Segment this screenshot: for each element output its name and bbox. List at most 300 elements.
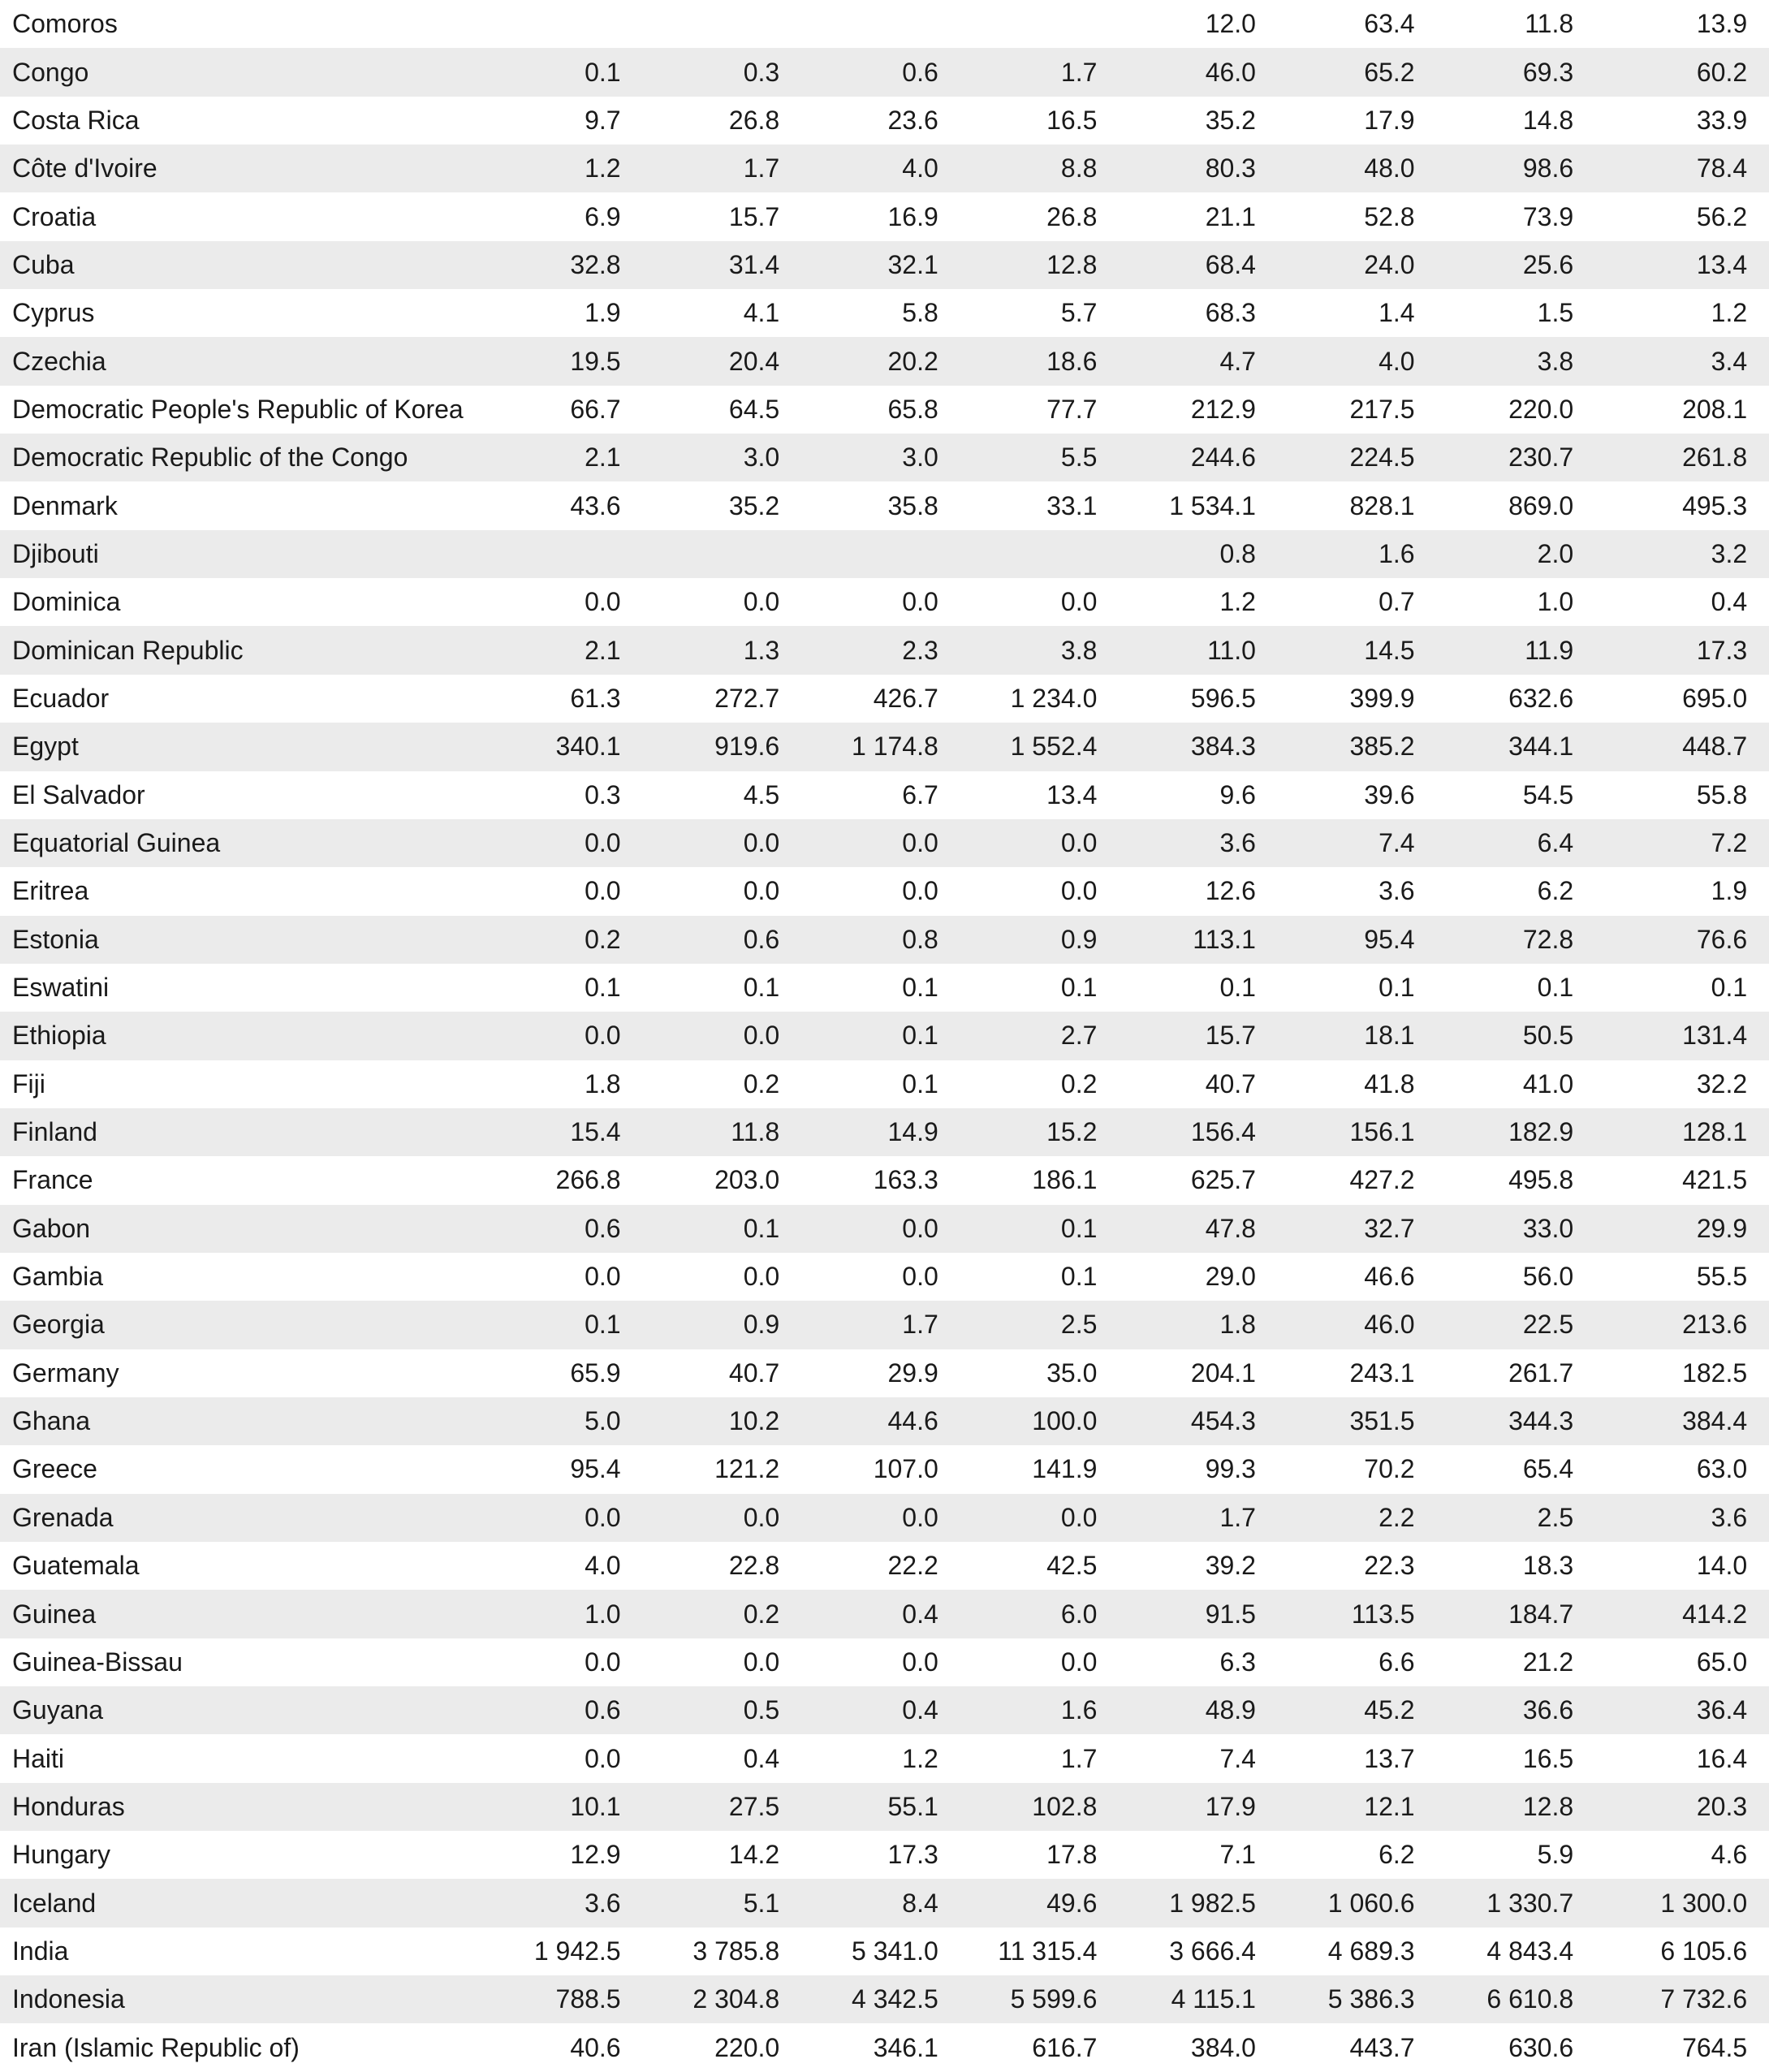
value-cell: 1 300.0 xyxy=(1660,1888,1748,1918)
table-row xyxy=(0,386,1769,434)
value-cell: 344.3 xyxy=(1508,1406,1574,1436)
table-row xyxy=(0,145,1769,192)
country-name-cell: Egypt xyxy=(12,732,79,762)
value-cell: 17.3 xyxy=(887,1840,938,1870)
value-cell: 12.1 xyxy=(1364,1791,1415,1821)
value-cell: 70.2 xyxy=(1364,1454,1415,1484)
value-cell: 7.1 xyxy=(1219,1840,1256,1870)
value-cell: 35.8 xyxy=(887,490,938,520)
country-name-cell: Gambia xyxy=(12,1262,104,1292)
table-row xyxy=(0,723,1769,771)
value-cell: 204.1 xyxy=(1190,1358,1256,1388)
value-cell: 141.9 xyxy=(1032,1454,1098,1484)
table-row xyxy=(0,434,1769,481)
value-cell: 20.4 xyxy=(728,346,780,376)
value-cell: 5.7 xyxy=(1060,298,1098,328)
value-cell: 36.6 xyxy=(1522,1695,1574,1725)
value-cell: 20.3 xyxy=(1696,1791,1748,1821)
value-cell: 1 060.6 xyxy=(1327,1888,1415,1918)
value-cell: 13.9 xyxy=(1696,9,1748,39)
value-cell: 5.9 xyxy=(1537,1840,1574,1870)
value-cell: 121.2 xyxy=(714,1454,780,1484)
value-cell: 2.5 xyxy=(1060,1310,1098,1340)
country-name-cell: Ghana xyxy=(12,1406,91,1436)
value-cell: 7.2 xyxy=(1711,828,1748,858)
value-cell: 0.0 xyxy=(585,1021,621,1051)
value-cell: 0.0 xyxy=(743,876,780,906)
value-cell: 0.0 xyxy=(743,828,780,858)
value-cell: 95.4 xyxy=(1364,924,1415,954)
value-cell xyxy=(805,530,964,578)
value-cell: 80.3 xyxy=(1205,153,1256,183)
table-row xyxy=(0,1012,1769,1060)
value-cell: 0.1 xyxy=(585,973,621,1003)
value-cell: 186.1 xyxy=(1032,1165,1098,1195)
value-cell: 1.7 xyxy=(743,153,780,183)
value-cell: 131.4 xyxy=(1682,1021,1748,1051)
value-cell: 16.5 xyxy=(1522,1743,1574,1773)
value-cell: 48.0 xyxy=(1364,153,1415,183)
value-cell: 41.0 xyxy=(1522,1068,1574,1099)
value-cell: 0.6 xyxy=(902,57,938,87)
table-row xyxy=(0,481,1769,529)
value-cell: 10.2 xyxy=(728,1406,780,1436)
value-cell xyxy=(487,0,646,48)
table-row xyxy=(0,1494,1769,1542)
table-row xyxy=(0,1253,1769,1301)
value-cell: 344.1 xyxy=(1508,732,1574,762)
table-row xyxy=(0,1349,1769,1397)
value-cell: 0.1 xyxy=(1219,973,1256,1003)
value-cell: 0.1 xyxy=(902,973,938,1003)
value-cell: 3.0 xyxy=(743,442,780,473)
country-name-cell: Cyprus xyxy=(12,298,95,328)
table-row xyxy=(0,964,1769,1012)
value-cell: 0.7 xyxy=(1379,587,1415,617)
value-cell: 1.8 xyxy=(585,1068,621,1099)
value-cell: 182.5 xyxy=(1682,1358,1748,1388)
value-cell: 0.0 xyxy=(743,1021,780,1051)
value-cell: 100.0 xyxy=(1032,1406,1098,1436)
value-cell: 427.2 xyxy=(1349,1165,1415,1195)
value-cell: 0.1 xyxy=(585,57,621,87)
value-cell: 1.3 xyxy=(743,635,780,665)
country-name-cell: Haiti xyxy=(12,1743,65,1773)
value-cell: 203.0 xyxy=(714,1165,780,1195)
value-cell: 65.0 xyxy=(1696,1647,1748,1677)
value-cell: 0.0 xyxy=(1060,1502,1098,1532)
value-cell: 0.4 xyxy=(1711,587,1748,617)
value-cell: 244.6 xyxy=(1190,442,1256,473)
value-cell: 1.2 xyxy=(1219,587,1256,617)
value-cell: 495.3 xyxy=(1682,490,1748,520)
value-cell: 0.0 xyxy=(902,828,938,858)
value-cell: 1.0 xyxy=(585,1599,621,1629)
value-cell xyxy=(646,530,805,578)
value-cell: 384.4 xyxy=(1682,1406,1748,1436)
value-cell: 448.7 xyxy=(1682,732,1748,762)
value-cell: 212.9 xyxy=(1190,394,1256,424)
value-cell: 2.1 xyxy=(585,635,621,665)
value-cell: 0.3 xyxy=(743,57,780,87)
value-cell: 7.4 xyxy=(1379,828,1415,858)
value-cell: 29.9 xyxy=(1696,1213,1748,1243)
value-cell: 0.0 xyxy=(743,587,780,617)
value-cell: 31.4 xyxy=(728,249,780,279)
value-cell: 6.2 xyxy=(1379,1840,1415,1870)
value-cell: 17.3 xyxy=(1696,635,1748,665)
value-cell: 243.1 xyxy=(1349,1358,1415,1388)
value-cell: 35.0 xyxy=(1046,1358,1098,1388)
value-cell: 55.1 xyxy=(887,1791,938,1821)
table-row xyxy=(0,1638,1769,1686)
value-cell: 0.1 xyxy=(1060,1213,1098,1243)
value-cell: 4 115.1 xyxy=(1171,1984,1256,2014)
value-cell: 5.1 xyxy=(743,1888,780,1918)
value-cell: 4.1 xyxy=(743,298,780,328)
value-cell: 1 234.0 xyxy=(1010,683,1098,713)
value-cell: 33.0 xyxy=(1522,1213,1574,1243)
value-cell: 0.6 xyxy=(585,1213,621,1243)
value-cell: 0.0 xyxy=(902,1647,938,1677)
value-cell: 0.0 xyxy=(743,1262,780,1292)
value-cell: 919.6 xyxy=(714,732,780,762)
value-cell: 33.1 xyxy=(1046,490,1098,520)
table-row xyxy=(0,1879,1769,1927)
value-cell: 14.8 xyxy=(1522,105,1574,135)
value-cell: 14.2 xyxy=(728,1840,780,1870)
value-cell: 56.0 xyxy=(1522,1262,1574,1292)
value-cell: 385.2 xyxy=(1349,732,1415,762)
value-cell: 26.8 xyxy=(728,105,780,135)
country-name-cell: Honduras xyxy=(12,1791,125,1821)
country-name-cell: Guinea-Bissau xyxy=(12,1647,183,1677)
table-row xyxy=(0,1397,1769,1445)
value-cell: 0.4 xyxy=(902,1599,938,1629)
country-name-cell: Denmark xyxy=(12,490,118,520)
value-cell: 695.0 xyxy=(1682,683,1748,713)
value-cell: 0.9 xyxy=(743,1310,780,1340)
value-cell: 1.8 xyxy=(1219,1310,1256,1340)
table-row xyxy=(0,192,1769,240)
value-cell: 22.8 xyxy=(728,1551,780,1581)
value-cell: 77.7 xyxy=(1046,394,1098,424)
value-cell: 1.7 xyxy=(902,1310,938,1340)
value-cell: 0.8 xyxy=(1219,538,1256,568)
value-cell: 35.2 xyxy=(1205,105,1256,135)
value-cell: 17.8 xyxy=(1046,1840,1098,1870)
value-cell: 95.4 xyxy=(570,1454,621,1484)
value-cell: 1.7 xyxy=(1060,1743,1098,1773)
value-cell: 25.6 xyxy=(1522,249,1574,279)
value-cell: 6.9 xyxy=(585,201,621,231)
value-cell: 2.5 xyxy=(1537,1502,1574,1532)
table-row xyxy=(0,1783,1769,1831)
table-row xyxy=(0,48,1769,96)
value-cell: 6.3 xyxy=(1219,1647,1256,1677)
value-cell: 6.7 xyxy=(902,779,938,809)
value-cell: 22.2 xyxy=(887,1551,938,1581)
value-cell: 1 942.5 xyxy=(533,1936,621,1966)
table-row xyxy=(0,916,1769,964)
value-cell: 1 982.5 xyxy=(1169,1888,1256,1918)
value-cell: 6.4 xyxy=(1537,828,1574,858)
value-cell: 39.6 xyxy=(1364,779,1415,809)
value-cell: 107.0 xyxy=(873,1454,938,1484)
value-cell: 18.3 xyxy=(1522,1551,1574,1581)
value-cell: 46.0 xyxy=(1364,1310,1415,1340)
table-row xyxy=(0,1831,1769,1879)
value-cell: 5.8 xyxy=(902,298,938,328)
table-row xyxy=(0,1975,1769,2023)
table-row xyxy=(0,0,1769,48)
value-cell: 4.6 xyxy=(1711,1840,1748,1870)
value-cell: 22.3 xyxy=(1364,1551,1415,1581)
value-cell: 220.0 xyxy=(714,2032,780,2062)
value-cell: 13.4 xyxy=(1046,779,1098,809)
value-cell: 15.7 xyxy=(728,201,780,231)
value-cell: 1.7 xyxy=(1060,57,1098,87)
value-cell: 5 386.3 xyxy=(1327,1984,1415,2014)
table-row xyxy=(0,2023,1769,2071)
table-row xyxy=(0,1686,1769,1734)
value-cell: 0.0 xyxy=(902,1262,938,1292)
value-cell: 14.9 xyxy=(887,1117,938,1147)
value-cell: 3 666.4 xyxy=(1169,1936,1256,1966)
value-cell xyxy=(805,0,964,48)
value-cell: 0.2 xyxy=(743,1068,780,1099)
value-cell: 60.2 xyxy=(1696,57,1748,87)
country-name-cell: Guyana xyxy=(12,1695,104,1725)
value-cell: 6.6 xyxy=(1379,1647,1415,1677)
value-cell: 0.0 xyxy=(902,1502,938,1532)
value-cell: 0.1 xyxy=(1060,1262,1098,1292)
value-cell: 17.9 xyxy=(1205,1791,1256,1821)
table-row xyxy=(0,1205,1769,1253)
value-cell: 0.5 xyxy=(743,1695,780,1725)
value-cell: 5.0 xyxy=(585,1406,621,1436)
value-cell: 16.9 xyxy=(887,201,938,231)
country-name-cell: Costa Rica xyxy=(12,105,140,135)
value-cell: 56.2 xyxy=(1696,201,1748,231)
country-name-cell: Hungary xyxy=(12,1840,110,1870)
value-cell: 55.5 xyxy=(1696,1262,1748,1292)
table-row xyxy=(0,1156,1769,1204)
table-row xyxy=(0,1734,1769,1782)
table-row xyxy=(0,1108,1769,1156)
value-cell: 0.4 xyxy=(743,1743,780,1773)
value-cell: 50.5 xyxy=(1522,1021,1574,1051)
value-cell: 36.4 xyxy=(1696,1695,1748,1725)
value-cell: 0.0 xyxy=(902,1213,938,1243)
value-cell: 272.7 xyxy=(714,683,780,713)
value-cell: 3.8 xyxy=(1537,346,1574,376)
value-cell: 69.3 xyxy=(1522,57,1574,87)
value-cell: 42.5 xyxy=(1046,1551,1098,1581)
value-cell: 1.7 xyxy=(1219,1502,1256,1532)
value-cell: 65.9 xyxy=(570,1358,621,1388)
country-name-cell: Eritrea xyxy=(12,876,89,906)
value-cell: 0.0 xyxy=(585,1743,621,1773)
value-cell: 40.7 xyxy=(728,1358,780,1388)
country-name-cell: Greece xyxy=(12,1454,97,1484)
value-cell: 266.8 xyxy=(555,1165,621,1195)
value-cell: 217.5 xyxy=(1349,394,1415,424)
value-cell xyxy=(646,0,805,48)
country-name-cell: India xyxy=(12,1936,69,1966)
value-cell: 48.9 xyxy=(1205,1695,1256,1725)
value-cell: 0.4 xyxy=(902,1695,938,1725)
value-cell: 828.1 xyxy=(1349,490,1415,520)
value-cell: 0.1 xyxy=(902,1021,938,1051)
value-cell: 3.8 xyxy=(1060,635,1098,665)
value-cell: 14.0 xyxy=(1696,1551,1748,1581)
country-name-cell: Guatemala xyxy=(12,1551,140,1581)
value-cell: 869.0 xyxy=(1508,490,1574,520)
value-cell: 32.1 xyxy=(887,249,938,279)
table-row xyxy=(0,1445,1769,1493)
value-cell: 12.8 xyxy=(1522,1791,1574,1821)
value-cell: 128.1 xyxy=(1682,1117,1748,1147)
value-cell: 1.2 xyxy=(585,153,621,183)
value-cell: 220.0 xyxy=(1508,394,1574,424)
value-cell: 15.2 xyxy=(1046,1117,1098,1147)
value-cell: 5 341.0 xyxy=(852,1936,938,1966)
table-row xyxy=(0,1060,1769,1108)
value-cell: 0.0 xyxy=(585,876,621,906)
country-name-cell: Indonesia xyxy=(12,1984,125,2014)
value-cell: 0.8 xyxy=(902,924,938,954)
value-cell: 630.6 xyxy=(1508,2032,1574,2062)
country-name-cell: Grenada xyxy=(12,1502,114,1532)
value-cell: 29.9 xyxy=(887,1358,938,1388)
country-name-cell: Congo xyxy=(12,57,89,87)
value-cell: 61.3 xyxy=(570,683,621,713)
value-cell: 0.0 xyxy=(585,1647,621,1677)
value-cell: 1 174.8 xyxy=(852,732,938,762)
value-cell: 384.0 xyxy=(1190,2032,1256,2062)
value-cell: 1 330.7 xyxy=(1486,1888,1574,1918)
country-name-cell: Cuba xyxy=(12,249,75,279)
value-cell: 12.6 xyxy=(1205,876,1256,906)
value-cell: 3.6 xyxy=(1379,876,1415,906)
value-cell: 0.1 xyxy=(585,1310,621,1340)
value-cell: 49.6 xyxy=(1046,1888,1098,1918)
country-name-cell: Côte d'Ivoire xyxy=(12,153,157,183)
value-cell: 17.9 xyxy=(1364,105,1415,135)
value-cell: 163.3 xyxy=(873,1165,938,1195)
value-cell: 6 105.6 xyxy=(1660,1936,1748,1966)
value-cell: 7 732.6 xyxy=(1660,1984,1748,2014)
value-cell: 2.7 xyxy=(1060,1021,1098,1051)
value-cell: 0.0 xyxy=(1060,828,1098,858)
value-cell: 91.5 xyxy=(1205,1599,1256,1629)
value-cell: 26.8 xyxy=(1046,201,1098,231)
value-cell: 65.4 xyxy=(1522,1454,1574,1484)
value-cell: 443.7 xyxy=(1349,2032,1415,2062)
value-cell: 4.0 xyxy=(585,1551,621,1581)
value-cell: 5 599.6 xyxy=(1010,1984,1098,2014)
value-cell: 52.8 xyxy=(1364,201,1415,231)
value-cell: 15.7 xyxy=(1205,1021,1256,1051)
value-cell: 18.6 xyxy=(1046,346,1098,376)
value-cell: 384.3 xyxy=(1190,732,1256,762)
value-cell: 1.9 xyxy=(1711,876,1748,906)
value-cell: 0.1 xyxy=(902,1068,938,1099)
value-cell: 0.0 xyxy=(1060,1647,1098,1677)
country-name-cell: Czechia xyxy=(12,346,106,376)
country-name-cell: Germany xyxy=(12,1358,119,1388)
value-cell: 16.4 xyxy=(1696,1743,1748,1773)
value-cell: 46.6 xyxy=(1364,1262,1415,1292)
value-cell: 0.6 xyxy=(743,924,780,954)
value-cell: 0.0 xyxy=(1060,587,1098,617)
value-cell: 46.0 xyxy=(1205,57,1256,87)
value-cell: 11.9 xyxy=(1525,635,1574,665)
value-cell: 0.0 xyxy=(585,828,621,858)
value-cell: 0.0 xyxy=(902,876,938,906)
value-cell: 1.5 xyxy=(1537,298,1574,328)
value-cell: 64.5 xyxy=(728,394,780,424)
value-cell: 8.4 xyxy=(902,1888,938,1918)
value-cell: 351.5 xyxy=(1349,1406,1415,1436)
value-cell: 32.7 xyxy=(1364,1213,1415,1243)
value-cell: 0.0 xyxy=(902,587,938,617)
value-cell xyxy=(964,0,1123,48)
value-cell: 43.6 xyxy=(570,490,621,520)
value-cell: 625.7 xyxy=(1190,1165,1256,1195)
value-cell: 5.5 xyxy=(1060,442,1098,473)
value-cell: 33.9 xyxy=(1696,105,1748,135)
value-cell: 2 304.8 xyxy=(692,1984,780,2014)
country-name-cell: Estonia xyxy=(12,924,99,954)
value-cell: 11.0 xyxy=(1207,635,1256,665)
value-cell: 0.0 xyxy=(743,1502,780,1532)
value-cell: 65.8 xyxy=(887,394,938,424)
value-cell xyxy=(964,530,1123,578)
country-name-cell: France xyxy=(12,1165,93,1195)
table-row xyxy=(0,1927,1769,1975)
value-cell: 454.3 xyxy=(1190,1406,1256,1436)
value-cell: 73.9 xyxy=(1522,201,1574,231)
value-cell: 0.0 xyxy=(1060,876,1098,906)
value-cell: 22.5 xyxy=(1522,1310,1574,1340)
value-cell: 6 610.8 xyxy=(1486,1984,1574,2014)
value-cell: 426.7 xyxy=(873,683,938,713)
country-name-cell: Eswatini xyxy=(12,973,110,1003)
table-row xyxy=(0,337,1769,385)
table-row xyxy=(0,771,1769,819)
value-cell: 0.3 xyxy=(585,779,621,809)
value-cell: 21.2 xyxy=(1522,1647,1574,1677)
value-cell: 41.8 xyxy=(1364,1068,1415,1099)
table-row xyxy=(0,530,1769,578)
value-cell: 63.0 xyxy=(1696,1454,1748,1484)
value-cell: 1.6 xyxy=(1379,538,1415,568)
table-row xyxy=(0,1590,1769,1638)
value-cell: 40.6 xyxy=(570,2032,621,2062)
value-cell: 12.8 xyxy=(1046,249,1098,279)
value-cell: 4.7 xyxy=(1219,346,1256,376)
value-cell: 0.2 xyxy=(1060,1068,1098,1099)
country-name-cell: Equatorial Guinea xyxy=(12,828,221,858)
value-cell: 213.6 xyxy=(1682,1310,1748,1340)
value-cell: 1.6 xyxy=(1060,1695,1098,1725)
value-cell: 182.9 xyxy=(1508,1117,1574,1147)
value-cell: 40.7 xyxy=(1205,1068,1256,1099)
country-name-cell: Ecuador xyxy=(12,683,110,713)
country-name-cell: Dominica xyxy=(12,587,121,617)
